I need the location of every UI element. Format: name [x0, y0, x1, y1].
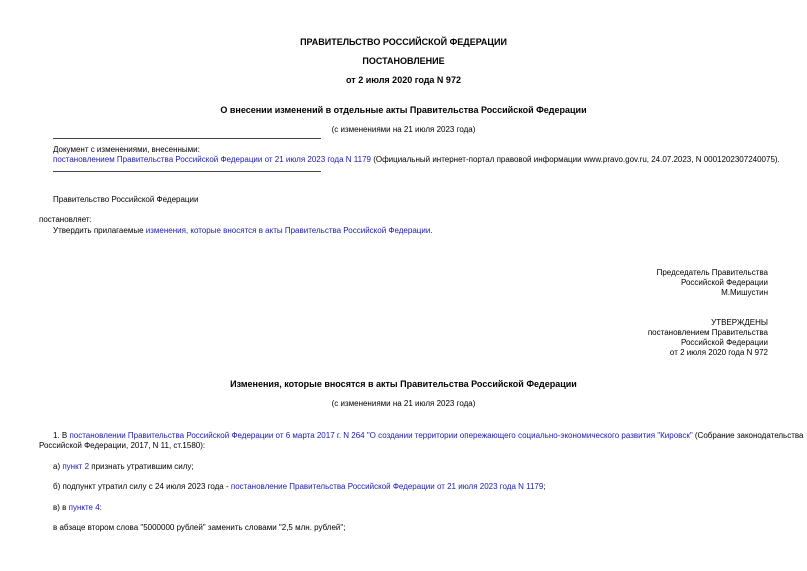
paragraph-1-link[interactable]: постановлении Правительства Российской Федерации от 6 марта 2017 г. N 264 "О создании территории опережающего социально-экономического развития "Кировск"	[69, 431, 693, 440]
changes-note-line	[53, 155, 780, 165]
approved-by: постановлением Правительства	[647, 328, 768, 337]
changes-note-link[interactable]: постановлением Правительства Российской Федерации от 21 июля 2023 года N 1179	[53, 155, 371, 164]
document-date-number: от 2 июля 2020 года N 972	[346, 75, 461, 85]
approved-heading: УТВЕРЖДЕНЫ	[711, 318, 768, 327]
approve-link[interactable]: изменения, которые вносятся в акты Правительства Российской Федерации	[145, 226, 431, 235]
item-c-link[interactable]: пункте 4	[68, 503, 100, 512]
signature-title: Председатель Правительства	[656, 268, 768, 277]
signature-federation: Российской Федерации	[681, 278, 768, 287]
item-a-link[interactable]: пункт 2	[62, 462, 90, 471]
changes-note-bottom-rule	[53, 171, 321, 172]
document-title: О внесении изменений в отдельные акты Правительства Российской Федерации	[220, 105, 587, 115]
annex-title: Изменения, которые вносятся в акты Правительства Российской Федерации	[230, 379, 577, 389]
paragraph-1-line-2: Российской Федерации, 2017, N 11, ст.1580):	[39, 441, 206, 450]
item-c-sub: в абзаце втором слова "5000000 рублей" заменить словами "2,5 млн. рублей";	[53, 523, 346, 532]
item-b-link[interactable]: постановление Правительства Российской Федерации от 21 июля 2023 года N 1179	[230, 482, 544, 491]
approved-date: от 2 июля 2020 года N 972	[669, 348, 768, 357]
changes-note-label: Документ с изменениями, внесенными:	[53, 145, 200, 154]
changes-note-top-rule	[53, 138, 321, 139]
item-a: а) пункт 2 признать утратившим силу;	[53, 462, 194, 471]
signature-name: М.Мишустин	[721, 288, 768, 297]
changes-note-source: (Официальный интернет-портал правовой информации www.pravo.gov.ru, 24.07.2023, N 0001202307240075).	[370, 155, 780, 164]
annex-amended-note: (с изменениями на 21 июля 2023 года)	[331, 399, 476, 408]
item-c: в) в пункте 4:	[53, 503, 102, 512]
approved-federation: Российской Федерации	[681, 338, 768, 347]
government-heading: ПРАВИТЕЛЬСТВО РОССИЙСКОЙ ФЕДЕРАЦИИ	[300, 37, 507, 47]
item-b: б) подпункт утратил силу с 24 июля 2023 года - постановление Правительства Российской Федерации от 21 июля 2023 года N 1179;	[53, 482, 546, 491]
approve-paragraph: Утвердить прилагаемые изменения, которые вносятся в акты Правительства Российской Федерации.	[53, 226, 433, 235]
amended-note: (с изменениями на 21 июля 2023 года)	[331, 125, 476, 134]
document-type: ПОСТАНОВЛЕНИЕ	[362, 56, 445, 66]
decides-text: постановляет:	[39, 215, 92, 224]
paragraph-1-line-1: 1. В постановлении Правительства Российской Федерации от 6 марта 2017 г. N 264 "О создании территории опережающего социально-экономического развития "Кировск" (Собрание законодательства	[53, 431, 804, 440]
government-subject: Правительство Российской Федерации	[53, 195, 199, 204]
